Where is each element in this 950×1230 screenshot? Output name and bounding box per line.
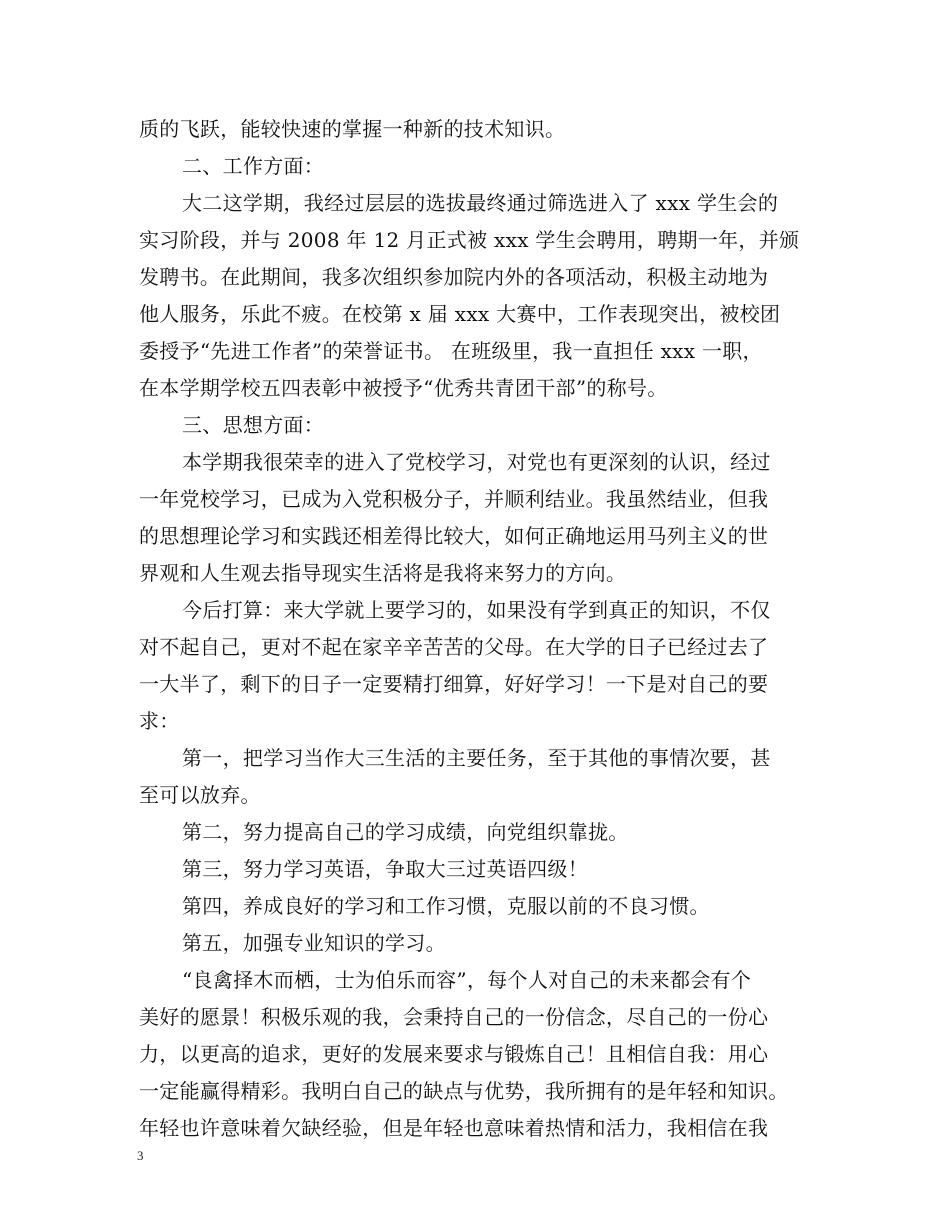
section-heading-work: 二、工作方面： [182, 154, 325, 178]
list-item: 第五，加强专业知识的学习。 [182, 931, 446, 955]
document-body [139, 111, 829, 1147]
text-line: 的思想理论学习和实践还相差得比较大，如何正确地运用马列主义的世 [139, 524, 769, 548]
text-line: 委授予“先进工作者”的荣誉证书。 在班级里，我一直担任 xxx 一职， [139, 339, 763, 363]
list-item: 第二，努力提高自己的学习成绩，向党组织靠拢。 [182, 820, 629, 844]
list-item: 第四，养成良好的学习和工作习惯，克服以前的不良习惯。 [182, 894, 710, 918]
text-line: 力，以更高的追求，更好的发展来要求与锻炼自己！且相信自我：用心 [139, 1042, 769, 1066]
text-line: 美好的愿景！积极乐观的我，会秉持自己的一份信念，尽自己的一份心 [139, 1005, 769, 1029]
text-line: 对不起自己，更对不起在家辛辛苦苦的父母。在大学的日子已经过去了 [139, 635, 769, 659]
list-item: 第三，努力学习英语，争取大三过英语四级！ [182, 857, 588, 881]
text-line: 一大半了，剩下的日子一定要精打细算，好好学习！一下是对自己的要 [139, 672, 769, 696]
text-line: 实习阶段，并与 2008 年 12 月正式被 xxx 学生会聘用，聘期一年，并颁 [139, 228, 800, 252]
list-item: 第一，把学习当作大三生活的主要任务，至于其他的事情次要，甚 [182, 746, 771, 770]
text-line: 界观和人生观去指导现实生活将是我将来努力的方向。 [139, 561, 627, 585]
text-line: 年轻也许意味着欠缺经验，但是年轻也意味着热情和活力，我相信在我 [139, 1116, 769, 1140]
text-line: 一定能赢得精彩。我明白自己的缺点与优势，我所拥有的是年轻和知识。 [139, 1079, 789, 1103]
text-line: 求： [139, 709, 180, 733]
text-line: 他人服务，乐此不疲。在校第 x 届 xxx 大赛中，工作表现突出，被校团 [139, 302, 781, 326]
text-line: 发聘书。在此期间，我多次组织参加院内外的各项活动，积极主动地为 [139, 265, 769, 289]
page-number: 3 [137, 1148, 144, 1163]
text-line: 在本学期学校五四表彰中被授予“优秀共青团干部”的称号。 [139, 376, 668, 400]
text-line: 本学期我很荣幸的进入了党校学习，对党也有更深刻的认识，经过 [182, 450, 771, 474]
text-line: 今后打算：来大学就上要学习的，如果没有学到真正的知识，不仅 [182, 598, 771, 622]
text-line: 大二这学期，我经过层层的选拔最终通过筛选进入了 xxx 学生会的 [182, 191, 779, 215]
text-line: “良禽择木而栖，士为伯乐而容”，每个人对自己的未来都会有个 [182, 968, 752, 992]
text-line: 质的飞跃，能较快速的掌握一种新的技术知识。 [139, 117, 566, 141]
text-line: 一年党校学习，已成为入党积极分子，并顺利结业。我虽然结业，但我 [139, 487, 769, 511]
section-heading-thought: 三、思想方面： [182, 413, 325, 437]
text-line: 至可以放弃。 [139, 783, 261, 807]
